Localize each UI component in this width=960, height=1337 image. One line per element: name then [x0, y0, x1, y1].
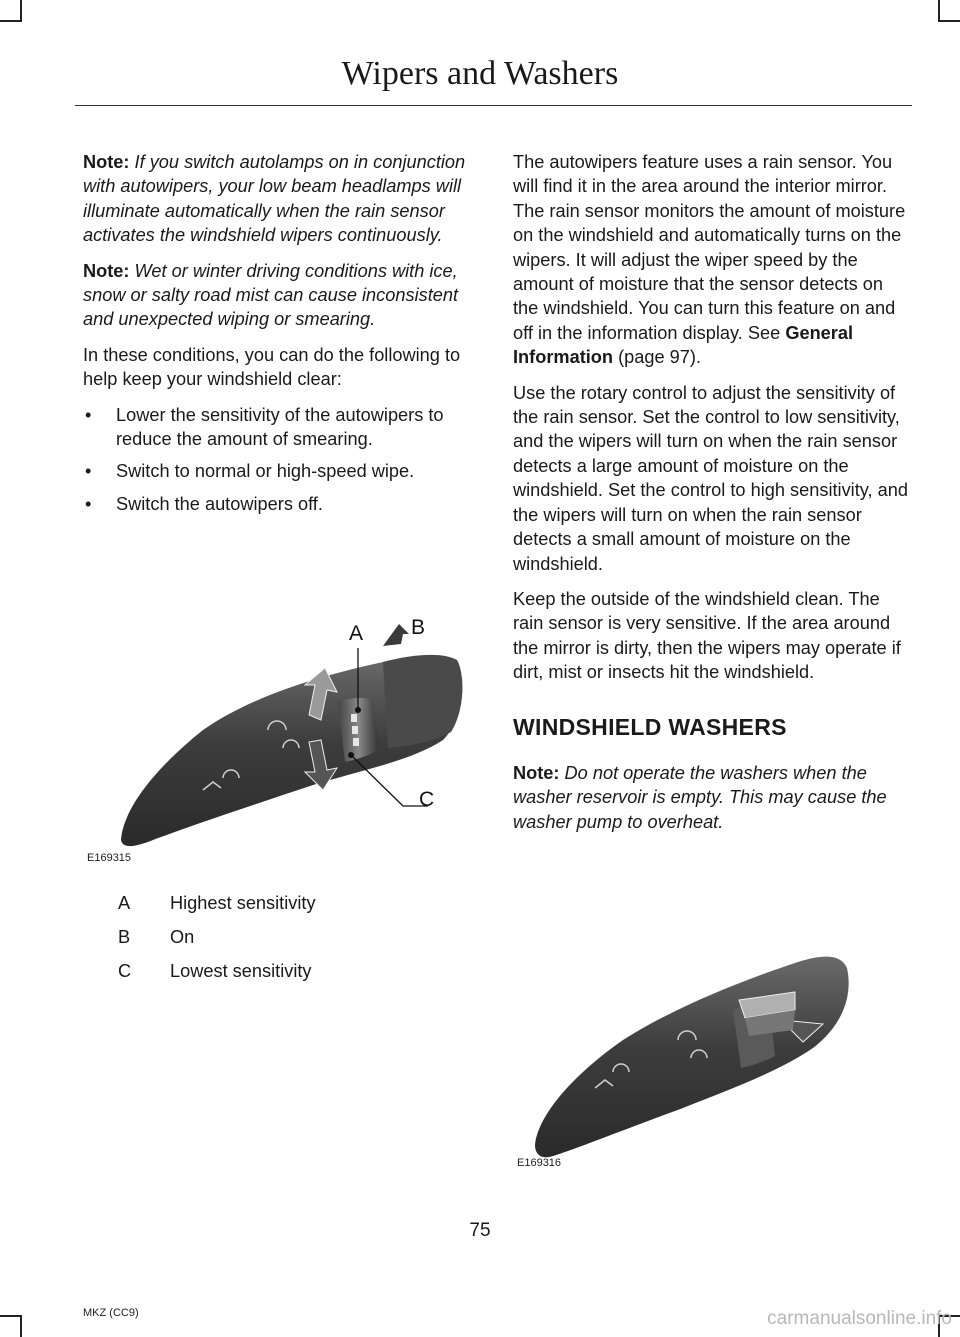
wiper-stalk-figure [83, 610, 473, 870]
cross-reference-link[interactable]: General Information [513, 322, 854, 368]
crop-mark [938, 0, 940, 22]
note-text: If you switch autolamps on in conjunction with autowipers, your low beam headlamps will illuminate automatically when the rain sensor activates the windshield wipers continuously. [83, 152, 466, 246]
intro-paragraph: In these conditions, you can do the following to help keep your windshield clear: [83, 344, 461, 390]
arrow-on-icon [383, 624, 409, 646]
figure-code: E169315 [87, 852, 132, 864]
legend-desc: Lowest sensitivity [170, 961, 312, 981]
list-item [83, 492, 478, 516]
callout-b: B [411, 616, 426, 639]
bullet-icon: • [85, 404, 92, 425]
note-label: Note: [83, 260, 130, 281]
crop-mark [0, 20, 22, 22]
callout-dot-a [355, 707, 361, 713]
page-title: Wipers and Washers [341, 55, 619, 92]
stalk-tip [383, 655, 462, 748]
list-item-text: Switch to normal or high-speed wipe. [116, 461, 415, 482]
watermark: carmanualsonline.info [767, 1308, 952, 1329]
note-winter [83, 259, 478, 332]
right-column [513, 150, 913, 845]
callout-a: A [349, 622, 364, 645]
crop-mark [0, 1315, 22, 1317]
left-column [83, 150, 478, 526]
note-autolamps [83, 150, 478, 248]
crop-mark [20, 1315, 22, 1337]
legend-key: C [118, 961, 132, 981]
callout-dot-c [348, 752, 354, 758]
page-reference: (page 97). [618, 347, 702, 368]
list-item [83, 403, 478, 452]
stalk-body [535, 957, 849, 1158]
rotary-control-paragraph: Use the rotary control to adjust the sensitivity of the rain sensor. Set the control to low sensitivity, and the wipers will turn on when the rain sensor detects a large amount of moisture on the windshield. Set the control to high sensitivity, and the wipers will turn on when the rain sensor detects a small amount of moisture on the windshield. [513, 382, 908, 574]
page-number: 75 [469, 1220, 491, 1241]
section-heading: WINDSHIELD WASHERS [513, 713, 787, 740]
model-code: MKZ (CC9) [83, 1307, 139, 1319]
list-item-text: Switch the autowipers off. [116, 493, 323, 514]
note-text: Do not operate the washers when the washer reservoir is empty. This may cause the washer pump to overheat. [513, 762, 887, 832]
legend-desc: Highest sensitivity [170, 893, 316, 913]
header-divider [75, 105, 912, 106]
note-label: Note: [513, 762, 560, 783]
note-label: Note: [83, 152, 130, 172]
legend-key: A [118, 893, 131, 913]
bullet-icon: • [85, 461, 92, 482]
crop-mark [20, 0, 22, 22]
list-item [83, 459, 478, 483]
wiper-stalk-illustration [83, 610, 473, 870]
paragraph-text: The autowipers feature uses a rain sensor. You will find it in the area around the interior mirror. The rain sensor monitors the amount of moisture on the windshield and automatically turns on the wipers. It will adjust the wiper speed by the amount of moisture that the sensor detects on the windshield. You can turn this feature on and off in the information display. See [513, 152, 906, 343]
crop-mark [938, 20, 960, 22]
figure-code: E169316 [517, 1157, 562, 1169]
keep-clean-paragraph: Keep the outside of the windshield clean. The rain sensor is very sensitive. If the area around the mirror is dirty, then the wipers may operate if dirt, mist or insects hit the windshield. [513, 588, 901, 683]
washer-stalk-figure [513, 940, 853, 1175]
callout-c: C [419, 788, 435, 811]
note-text: Wet or winter driving conditions with ice, snow or salty road mist can cause inconsistent and unexpected wiping or smearing. [83, 260, 459, 330]
list-item-text: Lower the sensitivity of the autowipers to reduce the amount of smearing. [116, 404, 444, 450]
washer-stalk-illustration [513, 940, 853, 1175]
legend-key: B [118, 927, 131, 947]
rain-sensor-paragraph [513, 150, 913, 370]
legend-desc: On [170, 927, 195, 947]
bullet-list [83, 403, 478, 517]
note-washers [513, 761, 913, 834]
bullet-icon: • [85, 493, 92, 514]
